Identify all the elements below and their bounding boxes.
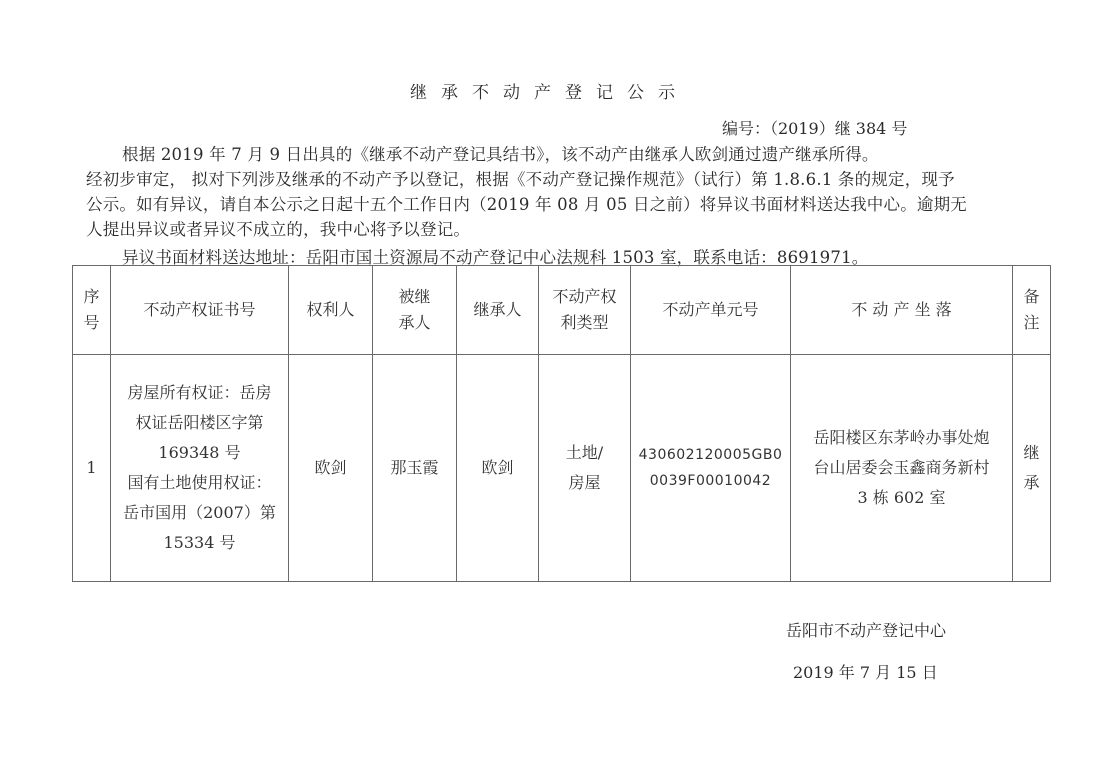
document-number: 编号：（2019）继 384 号	[722, 119, 908, 138]
table-row	[73, 355, 1051, 582]
location-line: 岳阳楼区东茅岭办事处炮	[813, 428, 990, 447]
unit-no-line: 430602120005GB0	[638, 447, 783, 463]
header-seq: 序号	[73, 266, 111, 355]
header-location: 不 动 产 坐 落	[791, 266, 1013, 355]
cert-line: 国有土地使用权证：	[127, 473, 272, 492]
header-right-type: 不动产权利类型	[539, 266, 631, 355]
header-owner: 权利人	[289, 266, 373, 355]
cell-right-type: 土地/房屋	[539, 355, 631, 582]
issue-date: 2019 年 7 月 15 日	[793, 663, 938, 682]
location-line: 3 栋 602 室	[857, 488, 946, 507]
cell-owner: 欧剑	[289, 355, 373, 582]
paragraph-line-1: 根据 2019 年 7 月 9 日出具的《继承不动产登记具结书》，该不动产由继承人欧剑通过遗产继承所得。	[122, 145, 879, 164]
cell-decedent: 那玉霞	[373, 355, 457, 582]
paragraph-line-4: 人提出异议或者异议不成立的，我中心将予以登记。	[86, 220, 471, 239]
cert-line: 169348 号	[158, 443, 241, 462]
header-unit-no: 不动产单元号	[631, 266, 791, 355]
cert-line: 岳市国用（2007）第	[123, 503, 276, 522]
objection-address: 异议书面材料送达地址：岳阳市国土资源局不动产登记中心法规科 1503 室，联系电话：8691971。	[122, 248, 869, 267]
header-remark: 备注	[1013, 266, 1051, 355]
header-heir: 继承人	[457, 266, 539, 355]
cell-seq: 1	[73, 355, 111, 582]
cert-line: 15334 号	[163, 533, 236, 552]
cell-heir: 欧剑	[457, 355, 539, 582]
unit-no-line: 0039F00010042	[649, 473, 772, 489]
notice-title: 继承不动产登记公示	[410, 83, 689, 103]
cell-unit-no	[631, 355, 791, 582]
cert-line: 房屋所有权证：岳房	[127, 383, 272, 402]
cell-cert-no	[111, 355, 289, 582]
cell-remark: 继承	[1013, 355, 1051, 582]
cell-location	[791, 355, 1013, 582]
registration-table	[72, 265, 1051, 582]
table-header-row	[73, 266, 1051, 355]
cert-line: 权证岳阳楼区字第	[135, 413, 264, 432]
header-cert-no: 不动产权证书号	[111, 266, 289, 355]
issuing-organization: 岳阳市不动产登记中心	[786, 621, 947, 640]
location-line: 台山居委会玉鑫商务新村	[813, 458, 990, 477]
header-decedent: 被继承人	[373, 266, 457, 355]
paragraph-line-2: 经初步审定， 拟对下列涉及继承的不动产予以登记，根据《不动产登记操作规范》（试行）第 1.8.6.1 条的规定，现予	[86, 170, 955, 189]
paragraph-line-3: 公示。如有异议，请自本公示之日起十五个工作日内（2019 年 08 月 05 日之前）将异议书面材料送达我中心。逾期无	[86, 195, 968, 214]
